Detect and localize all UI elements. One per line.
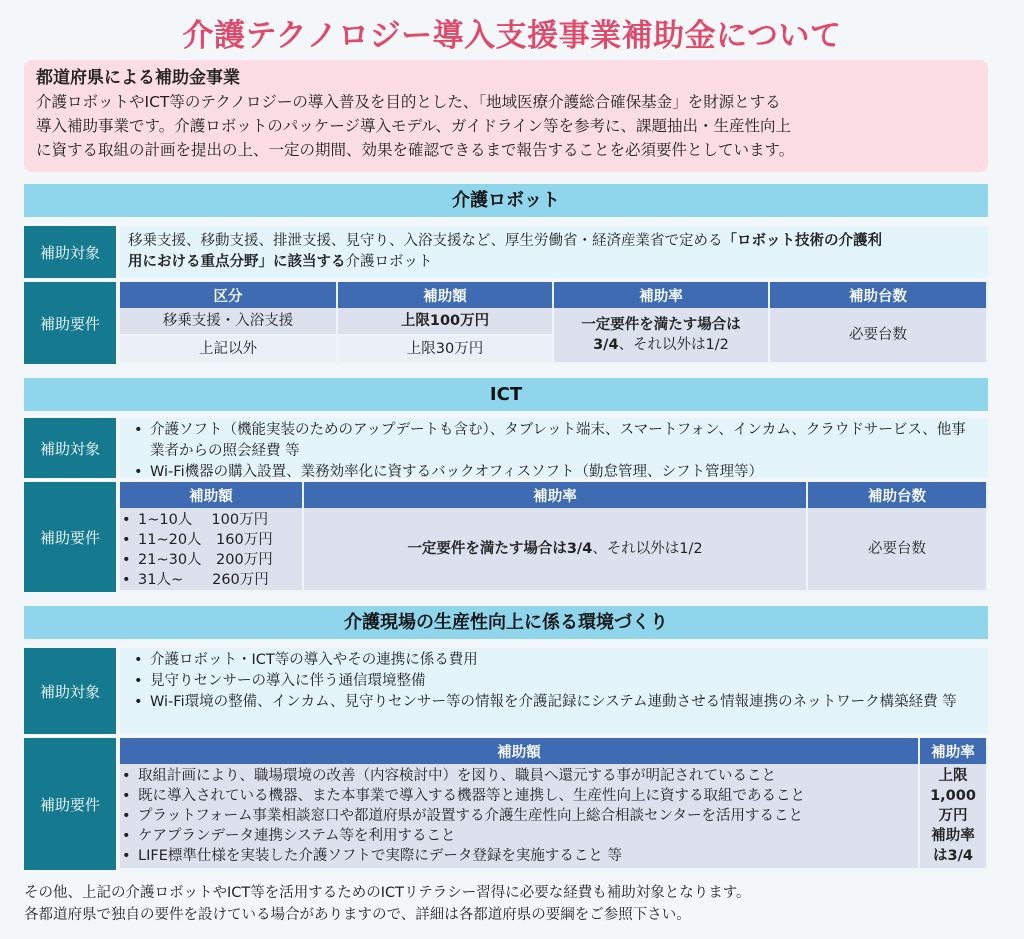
- env-requirement-item: • プラットフォーム事業相談窓口や都道府県が設置する介護生産性向上総合相談センターを活用すること: [120, 806, 805, 826]
- env-requirement-label: 補助要件: [24, 738, 116, 870]
- robot-col-amount: 補助額: [338, 282, 554, 308]
- robot-col-units: 補助台数: [770, 282, 988, 308]
- robot-row1-amount: 上限100万円: [338, 308, 554, 336]
- intro-line-1: 介護ロボットやICT等のテクノロジーの導入普及を目的とした、「地域医療介護総合確保基金」を財源とする: [36, 93, 781, 111]
- ict-target-list: [120, 418, 988, 478]
- ict-col-rate: 補助率: [304, 482, 808, 508]
- env-table: [120, 738, 988, 870]
- robot-units-cell: 必要台数: [770, 308, 988, 364]
- intro-box: [24, 60, 988, 172]
- env-col-amount: 補助額: [120, 738, 920, 764]
- ict-target-item: • 介護ソフト（機能実装のためのアップデートも含む）、タブレット端末、スマートフォン、インカム、クラウドサービス、他事業者からの照会経費 等: [132, 420, 980, 462]
- env-requirement-item: • 取組計画により、職場環境の改善（内容検討中）を図り、職員へ還元する事が明記されていること: [120, 766, 805, 786]
- env-section-header: 介護現場の生産性向上に係る環境づくり: [24, 606, 988, 639]
- ict-col-amount: 補助額: [120, 482, 304, 508]
- ict-amount-tier: • 31人~ 260万円: [120, 570, 273, 590]
- robot-row2-amount: 上限30万円: [338, 336, 554, 364]
- robot-col-rate: 補助率: [554, 282, 770, 308]
- robot-rate-cell: 一定要件を満たす場合は 3/4、それ以外は1/2: [554, 308, 770, 364]
- env-target-item: • Wi-Fi環境の整備、インカム、見守りセンサー等の情報を介護記録にシステム連動させる情報連携のネットワーク構築経費 等: [132, 692, 980, 713]
- robot-requirement-label: 補助要件: [24, 282, 116, 364]
- ict-col-units: 補助台数: [808, 482, 988, 508]
- robot-row1-category: 移乗支援・入浴支援: [120, 308, 338, 336]
- env-target-item: • 見守りセンサーの導入に伴う通信環境整備: [132, 671, 980, 692]
- ict-amount-tier: • 1~10人 100万円: [120, 510, 273, 530]
- env-requirement-item: • ケアプランデータ連携システム等を利用すること: [120, 826, 805, 846]
- footer-line-1: その他、上記の介護ロボットやICT等を活用するためのICTリテラシー習得に必要な経費も補助対象となります。: [24, 885, 751, 901]
- robot-section-header: 介護ロボット: [24, 184, 988, 217]
- env-target-list: [120, 648, 988, 734]
- intro-heading: 都道府県による補助金事業: [36, 68, 240, 88]
- ict-amount-cell: [120, 508, 304, 592]
- robot-target-label: 補助対象: [24, 226, 116, 278]
- robot-col-category: 区分: [120, 282, 338, 308]
- robot-table: [120, 282, 988, 364]
- ict-units-cell: 必要台数: [808, 508, 988, 592]
- footer-note: [24, 882, 751, 926]
- ict-target-label: 補助対象: [24, 418, 116, 478]
- intro-line-3: に資する取組の計画を提出の上、一定の期間、効果を確認できるまで報告することを必須要件としています。: [36, 141, 795, 159]
- intro-line-2: 導入補助事業です。介護ロボットのパッケージ導入モデル、ガイドライン等を参考に、課題抽出・生産性向上: [36, 117, 792, 135]
- env-rate-cell: 上限 1,000 万円 補助率 は3/4: [920, 764, 988, 870]
- ict-section-header: ICT: [24, 378, 988, 411]
- env-requirement-item: • LIFE標準仕様を実装した介護ソフトで実際にデータ登録を実施すること 等: [120, 846, 805, 866]
- ict-amount-tier: • 11~20人 160万円: [120, 530, 273, 550]
- ict-requirement-label: 補助要件: [24, 482, 116, 592]
- env-col-rate: 補助率: [920, 738, 988, 764]
- env-target-label: 補助対象: [24, 648, 116, 734]
- env-target-item: • 介護ロボット・ICT等の導入やその連携に係る費用: [132, 650, 980, 671]
- env-requirement-item: • 既に導入されている機器、また本事業で導入する機器等と連携し、生産性向上に資する取組であること: [120, 786, 805, 806]
- robot-row2-category: 上記以外: [120, 336, 338, 364]
- ict-table: [120, 482, 988, 592]
- page-title: 介護テクノロジー導入支援事業補助金について: [182, 18, 842, 54]
- robot-target-text: 移乗支援、移動支援、排泄支援、見守り、入浴支援など、厚生労働省・経済産業省で定める「ロボット技術の介護利 用における重点分野」に該当する介護ロボット: [120, 226, 988, 278]
- footer-line-2: 各都道府県で独自の要件を設けている場合がありますので、詳細は各都道府県の要綱をご参照下さい。: [24, 907, 691, 923]
- env-requirements-cell: [120, 764, 920, 870]
- ict-target-item: • Wi-Fi機器の購入設置、業務効率化に資するバックオフィスソフト（勤怠管理、シフト管理等）: [132, 462, 980, 483]
- ict-amount-tier: • 21~30人 200万円: [120, 550, 273, 570]
- ict-rate-cell: 一定要件を満たす場合は3/4、それ以外は1/2: [304, 508, 808, 592]
